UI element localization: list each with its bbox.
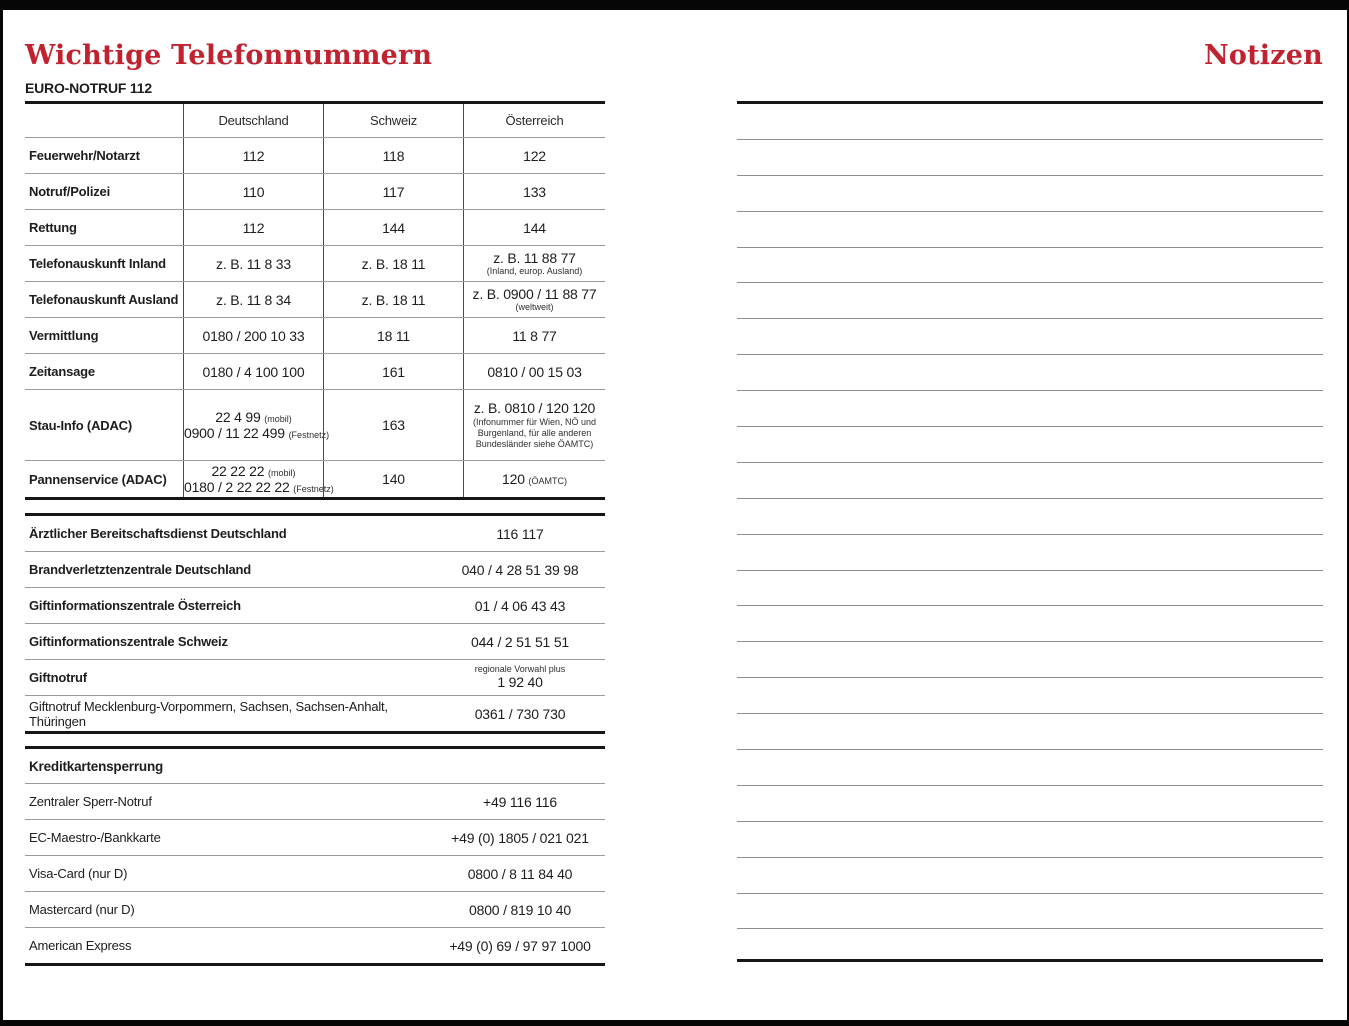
value-at <box>463 282 605 317</box>
table-row <box>25 245 605 281</box>
value-ch: 117 <box>323 174 463 209</box>
service-label: Giftinformationszentrale Österreich <box>29 598 241 613</box>
row-label: Pannenservice (ADAC) <box>29 471 167 487</box>
credit-card-row <box>25 855 605 891</box>
value-de-note1: (mobil) <box>264 413 292 424</box>
service-value: 01 / 4 06 43 43 <box>474 597 566 614</box>
page-title-right: Notizen <box>1204 40 1323 71</box>
value-ch: 118 <box>323 138 463 173</box>
value-at-main: z. B. 0810 / 120 120 <box>473 399 596 416</box>
value-at: 0810 / 00 15 03 <box>463 354 605 389</box>
credit-card-row <box>25 819 605 855</box>
column-header-oesterreich: Österreich <box>463 104 605 137</box>
ruled-line <box>737 571 1323 607</box>
value-at <box>463 461 605 497</box>
value-de-line1: 22 4 99 (mobil) <box>215 408 292 425</box>
services-table <box>25 513 605 734</box>
service-value: 116 117 <box>496 525 544 542</box>
value-de-line2: 0180 / 2 22 22 22 (Festnetz) <box>184 479 334 495</box>
row-label: Telefonauskunft Inland <box>29 256 166 271</box>
notes-ruled-lines <box>737 101 1323 962</box>
credit-card-value: 0800 / 819 10 40 <box>469 901 571 918</box>
credit-card-label: American Express <box>29 938 132 953</box>
value-de: 112 <box>183 210 323 245</box>
value-de: z. B. 11 8 34 <box>183 282 323 317</box>
value-ch: z. B. 18 11 <box>323 282 463 317</box>
ruled-line <box>737 212 1323 248</box>
value-at: 133 <box>463 174 605 209</box>
value-de-note1: (mobil) <box>268 467 296 478</box>
value-de-note2: (Festnetz) <box>288 430 330 440</box>
credit-card-label: Visa-Card (nur D) <box>29 866 128 881</box>
value-de: 110 <box>183 174 323 209</box>
ruled-line <box>737 283 1323 319</box>
credit-card-row <box>25 783 605 819</box>
ruled-line <box>737 176 1323 212</box>
credit-card-row <box>25 927 605 963</box>
row-label: Stau-Info (ADAC) <box>29 417 132 433</box>
row-label: Rettung <box>29 220 77 235</box>
ruled-line <box>737 606 1323 642</box>
ruled-line <box>737 714 1323 750</box>
credit-card-value: +49 (0) 1805 / 021 021 <box>451 829 589 846</box>
table-row <box>25 281 605 317</box>
value-at-pair: 120 (ÖAMTC) <box>502 471 567 487</box>
table-row <box>25 137 605 173</box>
value-ch: 161 <box>323 354 463 389</box>
table-header-row <box>25 104 605 137</box>
value-at-main: z. B. 11 88 77 <box>493 250 576 267</box>
table-row <box>25 209 605 245</box>
credit-card-row <box>25 891 605 927</box>
credit-card-table <box>25 746 605 966</box>
service-row <box>25 623 605 659</box>
value-ch: 18 11 <box>323 318 463 353</box>
ruled-line <box>737 786 1323 822</box>
value-de-line1: 22 22 22 (mobil) <box>211 462 296 479</box>
value-at-note: (Inland, europ. Ausland) <box>486 266 583 277</box>
service-row <box>25 551 605 587</box>
row-label: Telefonauskunft Ausland <box>29 292 179 307</box>
service-value: 040 / 4 28 51 39 98 <box>461 561 579 578</box>
table-row <box>25 353 605 389</box>
value-at-main: z. B. 0900 / 11 88 77 <box>472 286 597 303</box>
value-at-note: (Infonummer für Wien, NÖ und Burgenland, für alle anderen Bundesländer siehe ÖAMTC) <box>472 416 597 450</box>
ruled-line <box>737 894 1323 930</box>
value-at-note: (weltweit) <box>515 302 554 313</box>
service-value <box>435 665 605 690</box>
credit-card-value: +49 (0) 69 / 97 97 1000 <box>449 937 591 954</box>
ruled-line <box>737 248 1323 284</box>
ruled-line <box>737 463 1323 499</box>
service-row <box>25 516 605 551</box>
service-row <box>25 659 605 695</box>
table-row <box>25 389 605 460</box>
credit-card-label: EC-Maestro-/Bankkarte <box>29 830 161 845</box>
ruled-line <box>737 319 1323 355</box>
ruled-line <box>737 642 1323 678</box>
service-value: 0361 / 730 730 <box>474 705 566 722</box>
table-row <box>25 460 605 497</box>
credit-card-heading-row <box>25 749 605 783</box>
ruled-line-bottom <box>737 929 1323 962</box>
credit-card-label: Zentraler Sperr-Notruf <box>29 794 152 809</box>
value-de: 0180 / 4 100 100 <box>183 354 323 389</box>
ruled-line <box>737 104 1323 140</box>
value-at: 122 <box>463 138 605 173</box>
service-value: 044 / 2 51 51 51 <box>471 633 569 650</box>
value-de-note2: (Festnetz) <box>293 484 334 494</box>
service-label: Ärztlicher Bereitschaftsdienst Deutschland <box>29 526 287 541</box>
value-de-line2: 0900 / 11 22 499 (Festnetz) <box>184 425 330 441</box>
euro-notruf-subtitle: EURO-NOTRUF 112 <box>25 80 152 96</box>
ruled-line <box>737 391 1323 427</box>
credit-card-label: Mastercard (nur D) <box>29 902 135 917</box>
credit-card-value: 0800 / 8 11 84 40 <box>467 865 573 882</box>
service-value-main: 1 92 40 <box>497 673 543 690</box>
value-at: 11 8 77 <box>463 318 605 353</box>
column-header-schweiz: Schweiz <box>323 104 463 137</box>
credit-card-heading: Kreditkartensperrung <box>29 758 164 774</box>
service-label: Giftinformationszentrale Schweiz <box>29 634 228 649</box>
row-label: Notruf/Polizei <box>29 184 110 199</box>
value-de: z. B. 11 8 33 <box>183 246 323 281</box>
service-value-note: regionale Vorwahl plus <box>474 663 566 674</box>
ruled-line <box>737 499 1323 535</box>
column-header-deutschland: Deutschland <box>183 104 323 137</box>
value-at <box>463 390 605 460</box>
service-row <box>25 587 605 623</box>
value-de: 112 <box>183 138 323 173</box>
ruled-line <box>737 427 1323 463</box>
credit-card-value: +49 116 116 <box>483 793 557 810</box>
value-ch: 163 <box>323 390 463 460</box>
row-label: Feuerwehr/Notarzt <box>29 148 140 163</box>
value-de: 0180 / 200 10 33 <box>183 318 323 353</box>
value-de <box>183 390 330 460</box>
row-label: Zeitansage <box>29 364 95 379</box>
ruled-line <box>737 355 1323 391</box>
ruled-line <box>737 858 1323 894</box>
ruled-line <box>737 140 1323 176</box>
table-row <box>25 317 605 353</box>
page-title-left: Wichtige Telefonnummern <box>25 40 433 71</box>
ruled-line <box>737 535 1323 571</box>
value-ch: 140 <box>323 461 463 497</box>
value-at-note: (ÖAMTC) <box>528 476 567 486</box>
value-de <box>183 461 334 497</box>
service-label: Giftnotruf Mecklenburg-Vorpommern, Sachsen, Sachsen-Anhalt, Thüringen <box>29 698 388 729</box>
row-label: Vermittlung <box>29 328 99 343</box>
service-label: Brandverletztenzentrale Deutschland <box>29 562 252 577</box>
emergency-numbers-table <box>25 101 605 500</box>
ruled-line <box>737 750 1323 786</box>
value-ch: 144 <box>323 210 463 245</box>
table-row <box>25 173 605 209</box>
service-row <box>25 695 605 731</box>
service-label: Giftnotruf <box>29 670 87 685</box>
value-at: 144 <box>463 210 605 245</box>
ruled-line <box>737 822 1323 858</box>
corner-cell <box>25 104 183 137</box>
value-ch: z. B. 18 11 <box>323 246 463 281</box>
ruled-line <box>737 678 1323 714</box>
value-at <box>463 246 605 281</box>
